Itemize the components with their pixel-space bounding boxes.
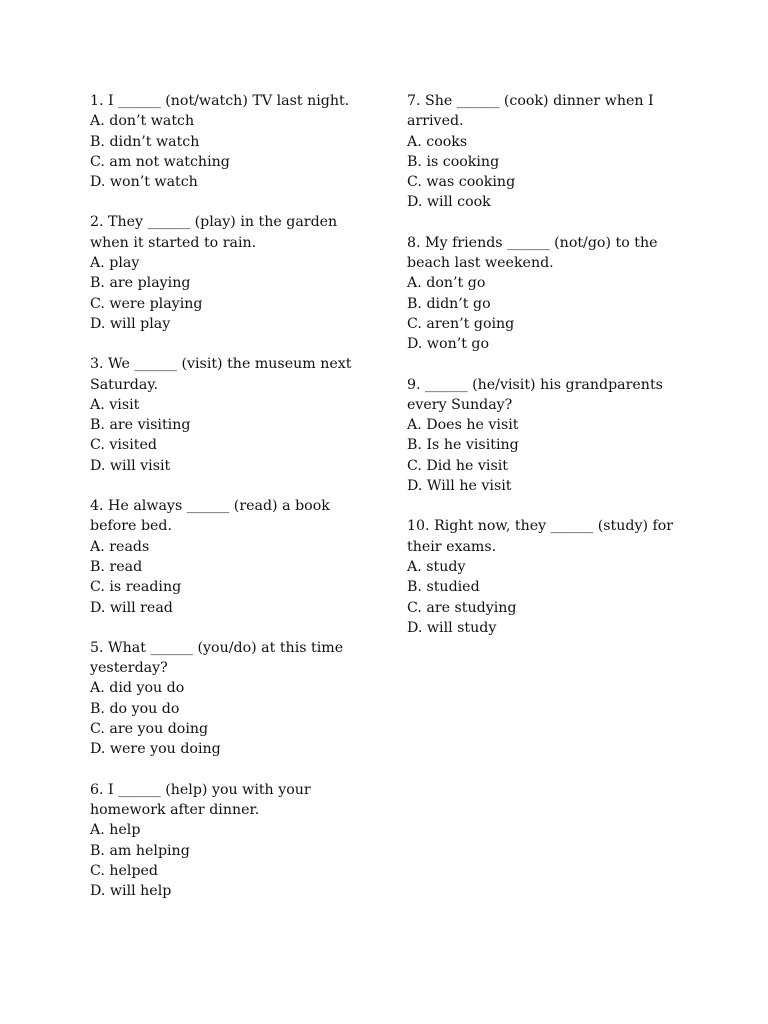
question-3-option-d: D. will visit xyxy=(90,457,171,474)
right-column xyxy=(407,91,707,658)
question-5-prompt-line-2: yesterday? xyxy=(90,660,168,677)
question-1-option-b: B. didn’t watch xyxy=(90,133,200,150)
question-7-prompt-line-2: arrived. xyxy=(407,113,464,130)
question-10-prompt-line-1: 10. Right now, they ______ (study) for xyxy=(407,518,674,535)
question-9-option-b: B. Is he visiting xyxy=(407,437,519,454)
question-7-option-d: D. will cook xyxy=(407,194,491,211)
question-5-option-d: D. were you doing xyxy=(90,741,221,758)
question-7-prompt-line-1: 7. She ______ (cook) dinner when I xyxy=(407,93,654,109)
question-3 xyxy=(90,354,390,476)
question-3-option-c: C. visited xyxy=(90,437,157,454)
question-10-option-a: A. study xyxy=(407,558,466,575)
question-8-option-d: D. won’t go xyxy=(407,336,490,353)
question-2-prompt-line-2: when it started to rain. xyxy=(90,234,257,251)
question-2-option-d: D. will play xyxy=(90,315,171,332)
question-2-option-c: C. were playing xyxy=(90,295,203,312)
question-8-option-c: C. aren’t going xyxy=(407,315,515,332)
question-1-option-c: C. am not watching xyxy=(90,153,230,170)
question-5-option-c: C. are you doing xyxy=(90,721,209,738)
question-4-option-c: C. is reading xyxy=(90,579,182,596)
question-9-prompt-line-1: 9. ______ (he/visit) his grandparents xyxy=(407,376,663,393)
question-4-option-d: D. will read xyxy=(90,599,173,616)
question-9-prompt-line-2: every Sunday? xyxy=(407,396,513,413)
question-7-option-b: B. is cooking xyxy=(407,153,500,170)
question-7 xyxy=(407,91,707,213)
question-6-prompt-line-2: homework after dinner. xyxy=(90,801,260,818)
question-6-option-b: B. am helping xyxy=(90,842,190,859)
question-3-prompt-line-2: Saturday. xyxy=(90,376,158,393)
question-9 xyxy=(407,375,707,497)
question-4-prompt-line-2: before bed. xyxy=(90,518,173,535)
question-10-prompt-line-2: their exams. xyxy=(407,538,497,555)
question-6-prompt-line-1: 6. I ______ (help) you with your xyxy=(90,781,311,798)
question-5-prompt-line-1: 5. What ______ (you/do) at this time xyxy=(90,639,344,656)
question-9-option-d: D. Will he visit xyxy=(407,478,512,495)
question-4 xyxy=(90,496,390,618)
left-column xyxy=(90,91,390,921)
question-1-option-a: A. don’t watch xyxy=(90,113,195,130)
question-10 xyxy=(407,516,707,638)
question-8-option-b: B. didn’t go xyxy=(407,295,491,312)
question-9-option-a: A. Does he visit xyxy=(407,417,519,434)
question-7-option-a: A. cooks xyxy=(407,133,468,150)
question-8 xyxy=(407,233,707,355)
question-6-option-d: D. will help xyxy=(90,883,172,900)
question-5-option-a: A. did you do xyxy=(90,680,185,697)
question-7-option-c: C. was cooking xyxy=(407,174,516,191)
question-2-prompt-line-1: 2. They ______ (play) in the garden xyxy=(90,214,338,231)
question-10-option-d: D. will study xyxy=(407,619,497,636)
question-6 xyxy=(90,780,390,902)
question-3-prompt-line-1: 3. We ______ (visit) the museum next xyxy=(90,356,352,373)
question-1-option-d: D. won’t watch xyxy=(90,174,198,191)
question-3-option-b: B. are visiting xyxy=(90,417,191,434)
question-2-option-b: B. are playing xyxy=(90,275,191,292)
question-1-prompt-line-1: 1. I ______ (not/watch) TV last night. xyxy=(90,93,350,109)
question-1 xyxy=(90,91,390,192)
question-5 xyxy=(90,638,390,760)
question-2 xyxy=(90,212,390,334)
question-4-prompt-line-1: 4. He always ______ (read) a book xyxy=(90,498,330,515)
question-2-option-a: A. play xyxy=(90,255,140,272)
question-8-prompt-line-1: 8. My friends ______ (not/go) to the xyxy=(407,234,658,251)
question-4-option-a: A. reads xyxy=(90,538,150,555)
question-6-option-c: C. helped xyxy=(90,862,158,879)
question-4-option-b: B. read xyxy=(90,558,143,575)
question-6-option-a: A. help xyxy=(90,822,141,839)
question-10-option-c: C. are studying xyxy=(407,599,517,616)
question-8-prompt-line-2: beach last weekend. xyxy=(407,255,554,272)
question-10-option-b: B. studied xyxy=(407,579,480,596)
question-9-option-c: C. Did he visit xyxy=(407,457,508,474)
question-5-option-b: B. do you do xyxy=(90,700,180,717)
question-8-option-a: A. don’t go xyxy=(407,275,486,292)
question-3-option-a: A. visit xyxy=(90,396,140,413)
